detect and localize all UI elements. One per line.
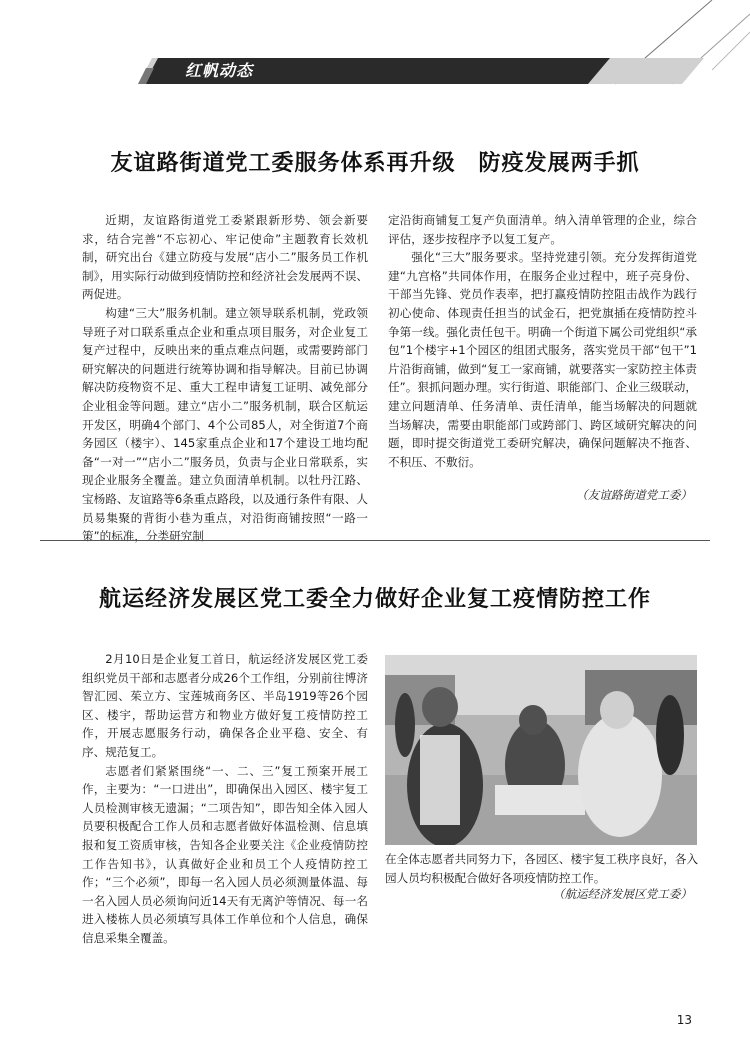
- paragraph: 构建“三大”服务机制。建立领导联系机制，党政领导班子对口联系重点企业和重点项目服务，对企业复工复产过程中，反映出来的重点难点问题，或需要跨部门研究解决的问题进行统筹协调和指导解决。目前已协调解决防疫物资不足、重大工程申请复工证明、减免部分企业租金等问题。建立“店小二”服务机制，联合区航运开发区，明确4个部门、4个公司85人，对全街道7个商务园区（楼宇）、145家重点企业和17个建设工地均配备“一对一”“店小二”服务员，负责与企业日常联系，实现企业服务全覆盖。建立负面清单机制。以牡丹江路、宝杨路、友谊路等6条重点路段，以及通行条件有限、人员易集聚的背街小巷为重点，对沿街商铺按照“一路一策”的标准，分类研究制: [82, 305, 368, 544]
- article2-title: 航运经济发展区党工委全力做好企业复工疫情防控工作: [98, 587, 651, 612]
- article2-signature: （航运经济发展区党工委）: [552, 887, 692, 901]
- photo-caption: 在全体志愿者共同努力下，各园区、楼宇复工秩序良好，各入园人员均积极配合做好各项疫情防控工作。: [385, 852, 699, 885]
- paragraph: 强化“三大”服务要求。坚持党建引领。充分发挥街道党建“九宫格”共同体作用，在服务企业过程中，班子亮身份、干部当先锋、党员作表率，把打赢疫情防控阻击战作为践行初心使命、体现责任担当的试金石，把党旗插在疫情防控斗争第一线。强化责任包干。明确一个街道下属公司党组织“承包”1个楼宇+1个园区的组团式服务，落实党员干部“包干”1片沿街商铺，做到“复工一家商铺，就要落实一家防控主体责任”。狠抓问题办理。实行街道、职能部门、企业三级联动，建立问题清单、任务清单、责任清单，能当场解决的问题就当场解决，需要由职能部门或跨部门、跨区域研究解决的问题，即时提交街道党工委研究解决，确保问题解决不拖沓、不积压、不敷衍。: [388, 250, 697, 469]
- page-number: 13: [676, 1013, 692, 1027]
- paragraph: 2月10日是企业复工首日，航运经济发展区党工委组织党员干部和志愿者分成26个工作组，分别前往博济智汇园、茱立方、宝莲城商务区、半岛1919等26个园区、楼宇，帮助运营方和物业方做好复工疫情防控工作，开展志愿服务行动，确保各企业平稳、安全、有序、规范复工。: [82, 652, 368, 759]
- paragraph: 定沿街商铺复工复产负面清单。纳入清单管理的企业，综合评估，逐步按程序予以复工复产。: [388, 213, 697, 246]
- decorative-corner-lines: [0, 0, 750, 110]
- volunteers-photo: [385, 655, 697, 845]
- section-label: 红帆动态: [185, 61, 254, 80]
- article1-column-left: [82, 211, 368, 546]
- paragraph: 近期，友谊路街道党工委紧跟新形势、领会新要求，结合完善“不忘初心、牢记使命”主题教育长效机制，研究出台《建立防疫与发展“店小二”服务员工作机制》，用实际行动做到疫情防控和经济社会发展两不误、两促进。: [82, 213, 368, 302]
- article1-signature: （友谊路街道党工委）: [576, 488, 692, 502]
- paragraph: 志愿者们紧紧围绕“一、二、三”复工预案开展工作，主要为：“一口进出”，即确保出入园区、楼宇复工人员检测审核无遗漏；“二项告知”，即告知全体入园人员要积极配合工作人员和志愿者做好体温检测、信息填报和复工资质审核，告知各企业要关注《企业疫情防控工作告知书》，认真做好企业和员工个人疫情防控工作；“三个必须”，即每一名入园人员必须测量体温、每一名入园人员必须询问近14天有无离沪等情况、每一名进入楼栋人员必须填写具体工作单位和个人信息，确保信息采集全覆盖。: [82, 763, 368, 945]
- article1-column-right: [388, 211, 697, 471]
- article-divider: [40, 540, 710, 541]
- article1-title: 友谊路街道党工委服务体系再升级 防疫发展两手抓: [110, 151, 640, 176]
- article2-column-left: [82, 650, 368, 948]
